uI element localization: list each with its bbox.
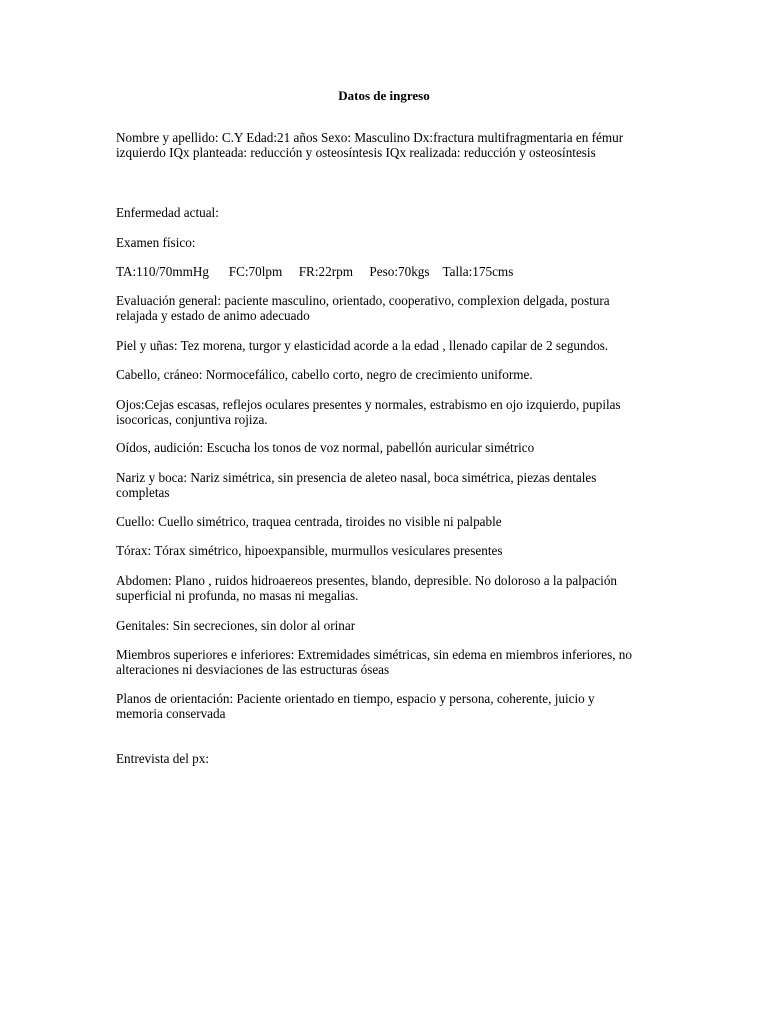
orientation-line-2: memoria conservada: [116, 706, 226, 721]
eyes-paragraph: [116, 397, 652, 427]
patient-info-line-1: Nombre y apellido: C.Y Edad:21 años Sexo: Masculino Dx:fractura multifragmentaria en fémur: [116, 130, 624, 145]
limbs-line-2: alteraciones ni desviaciones de las estructuras óseas: [116, 662, 390, 677]
document-title: Datos de ingreso: [338, 88, 430, 103]
limbs-line-1: Miembros superiores e inferiores: Extremidades simétricas, sin edema en miembros inferiores, no: [116, 647, 632, 662]
orientation-paragraph: [116, 691, 652, 721]
general-evaluation-line-2: relajada y estado de animo adecuado: [116, 308, 310, 323]
physical-exam-heading: Examen físico:: [116, 235, 196, 250]
general-evaluation-line-1: Evaluación general: paciente masculino, orientado, cooperativo, complexion delgada, postura: [116, 293, 610, 308]
abdomen-paragraph: [116, 573, 652, 603]
abdomen-line-2: superficial ni profunda, no masas ni megalias.: [116, 588, 359, 603]
interview-heading: Entrevista del px:: [116, 751, 210, 766]
nose-mouth-line-1: Nariz y boca: Nariz simétrica, sin presencia de aleteo nasal, boca simétrica, piezas dentales: [116, 470, 597, 485]
orientation-line-1: Planos de orientación: Paciente orientado en tiempo, espacio y persona, coherente, juicio y: [116, 691, 595, 706]
genitals-line: Genitales: Sin secreciones, sin dolor al orinar: [116, 618, 356, 633]
ears-hearing-line: Oídos, audición: Escucha los tonos de voz normal, pabellón auricular simétrico: [116, 440, 535, 455]
eyes-line-1: Ojos:Cejas escasas, reflejos oculares presentes y normales, estrabismo en ojo izquierdo, pupilas: [116, 397, 621, 412]
eyes-line-2: isocoricas, conjuntiva rojiza.: [116, 412, 268, 427]
abdomen-line-1: Abdomen: Plano , ruidos hidroaereos presentes, blando, depresible. No doloroso a la palpación: [116, 573, 618, 588]
nose-mouth-line-2: completas: [116, 485, 170, 500]
skin-nails-line: Piel y uñas: Tez morena, turgor y elasticidad acorde a la edad , llenado capilar de 2 segundos.: [116, 338, 609, 353]
vital-signs-line: TA:110/70mmHg FC:70lpm FR:22rpm Peso:70kgs Talla:175cms: [116, 264, 514, 279]
neck-line: Cuello: Cuello simétrico, traquea centrada, tiroides no visible ni palpable: [116, 514, 502, 529]
nose-mouth-paragraph: [116, 470, 652, 500]
limbs-paragraph: [116, 647, 652, 677]
general-evaluation-paragraph: [116, 293, 652, 323]
current-illness-heading: Enfermedad actual:: [116, 205, 219, 220]
hair-skull-line: Cabello, cráneo: Normocefálico, cabello corto, negro de crecimiento uniforme.: [116, 367, 533, 382]
thorax-line: Tórax: Tórax simétrico, hipoexpansible, murmullos vesiculares presentes: [116, 543, 503, 558]
patient-info-line-2: izquierdo IQx planteada: reducción y osteosíntesis IQx realizada: reducción y osteosíntesis: [116, 145, 596, 160]
patient-info-paragraph: [116, 130, 652, 160]
